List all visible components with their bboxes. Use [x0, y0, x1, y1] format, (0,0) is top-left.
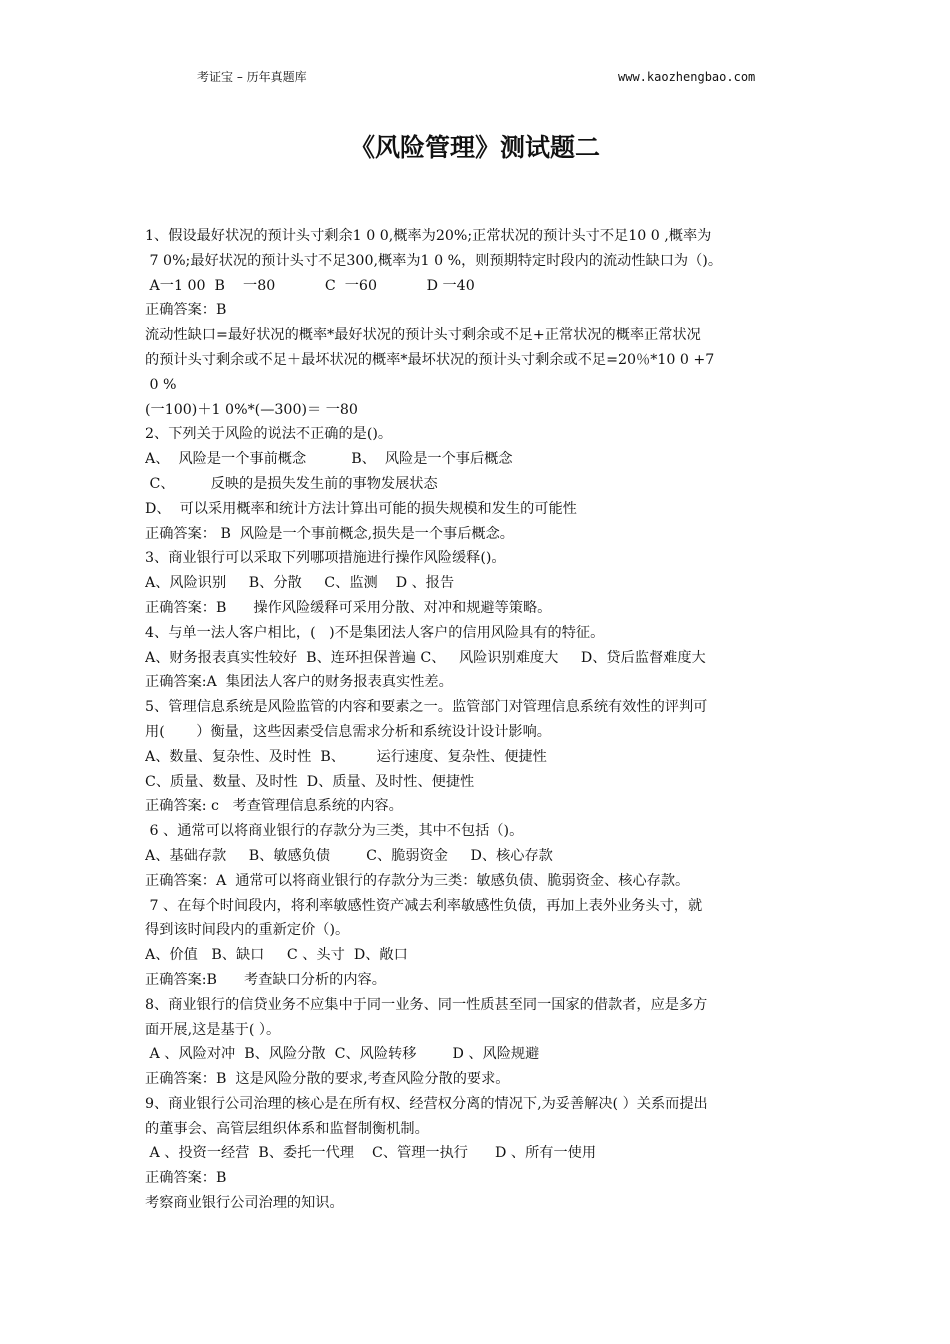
- text-line: 正确答案：B 这是风险分散的要求,考查风险分散的要求。: [145, 1071, 510, 1088]
- text-line: 正确答案：A 通常可以将商业银行的存款分为三类：敏感负债、脆弱资金、核心存款。: [145, 872, 690, 889]
- text-line: A 、风险对冲 B、风险分散 C、风险转移 D 、风险规避: [145, 1046, 540, 1063]
- text-line: 面开展,这是基于( ）。: [145, 1021, 281, 1038]
- text-line: C、质量、数量、及时性 D、质量、及时性、便捷性: [145, 773, 475, 790]
- text-line: (一100)＋1 0%*(—300)＝ 一80: [145, 401, 358, 418]
- text-line: 正确答案：B: [145, 302, 227, 319]
- header-site-name: 考证宝 – 历年真题库: [197, 70, 307, 84]
- text-line: 正确答案:B 考查缺口分析的内容。: [145, 971, 386, 988]
- text-line: C、 反映的是损失发生前的事物发展状态: [145, 475, 438, 492]
- text-line: 1、假设最好状况的预计头寸剩余1 0 0,概率为20%;正常状况的预计头寸不足10 0 ,概率为: [145, 228, 712, 244]
- text-line: A、 风险是一个事前概念 B、 风险是一个事后概念: [145, 451, 513, 468]
- text-line: 7 、在每个时间段内，将利率敏感性资产减去利率敏感性负债，再加上表外业务头寸，就: [145, 897, 703, 914]
- text-line: D、 可以采用概率和统计方法计算出可能的损失规模和发生的可能性: [145, 500, 577, 517]
- header-url: www.kaozhengbao.com: [618, 70, 756, 84]
- text-line: 4、与单一法人客户相比，( )不是集团法人客户的信用风险具有的特征。: [145, 624, 605, 641]
- text-line: 3、商业银行可以采取下列哪项措施进行操作风险缓释()。: [145, 550, 506, 567]
- document-body: [145, 224, 810, 1216]
- text-line: 7 0%;最好状况的预计头寸不足300,概率为1 0 %，则预期特定时段内的流动性缺口为（)。: [145, 252, 723, 269]
- text-line: A、财务报表真实性较好 B、连环担保普遍 C、 风险识别难度大 D、贷后监督难度大: [145, 649, 706, 666]
- text-line: 2、下列关于风险的说法不正确的是()。: [145, 426, 393, 443]
- text-line: 得到该时间段内的重新定价（)。: [145, 922, 350, 939]
- text-line: A、基础存款 B、敏感负债 C、脆弱资金 D、核心存款: [145, 847, 553, 864]
- text-line: 6 、通常可以将商业银行的存款分为三类，其中不包括（)。: [145, 823, 524, 840]
- text-line: 的预计头寸剩余或不足＋最坏状况的概率*最坏状况的预计头寸剩余或不足=20％*10 0 +7: [145, 351, 715, 368]
- text-line: 8、商业银行的信贷业务不应集中于同一业务、同一性质甚至同一国家的借款者，应是多方: [145, 996, 708, 1013]
- text-line: 考察商业银行公司治理的知识。: [145, 1195, 344, 1212]
- text-line: 9、商业银行公司治理的核心是在所有权、经营权分离的情况下,为妥善解决( ）关系而提出: [145, 1095, 708, 1112]
- text-line: 5、管理信息系统是风险监管的内容和要素之一。监管部门对管理信息系统有效性的评判可: [145, 699, 708, 716]
- text-line: 用( ）衡量，这些因素受信息需求分析和系统设计设计影响。: [145, 723, 551, 740]
- text-line: 正确答案：B: [145, 1170, 227, 1187]
- text-line: 正确答案： B 风险是一个事前概念,损失是一个事后概念。: [145, 525, 514, 542]
- text-line: 正确答案: c 考查管理信息系统的内容。: [145, 798, 403, 815]
- text-line: 正确答案：B 操作风险缓释可采用分散、对冲和规避等策略。: [145, 599, 552, 616]
- text-line: A 、投资一经营 B、委托一代理 C、管理一执行 D 、所有一使用: [145, 1145, 597, 1162]
- text-line: 正确答案:A 集团法人客户的财务报表真实性差。: [145, 674, 453, 691]
- text-line: A、价值 B、缺口 C 、头寸 D、敞口: [145, 947, 408, 964]
- text-line: 0 %: [145, 376, 177, 393]
- text-line: 流动性缺口=最好状况的概率*最好状况的预计头寸剩余或不足+正常状况的概率正常状况: [145, 327, 701, 344]
- text-line: A一1 00 B 一80 C 一60 D 一40: [145, 277, 475, 294]
- page-title: 《风险管理》测试题二: [349, 133, 600, 162]
- text-line: A、风险识别 B、分散 C、监测 D 、报告: [145, 575, 455, 592]
- text-line: A、数量、复杂性、及时性 B、 运行速度、复杂性、便捷性: [145, 748, 547, 765]
- text-line: 的董事会、高管层组织体系和监督制衡机制。: [145, 1120, 429, 1137]
